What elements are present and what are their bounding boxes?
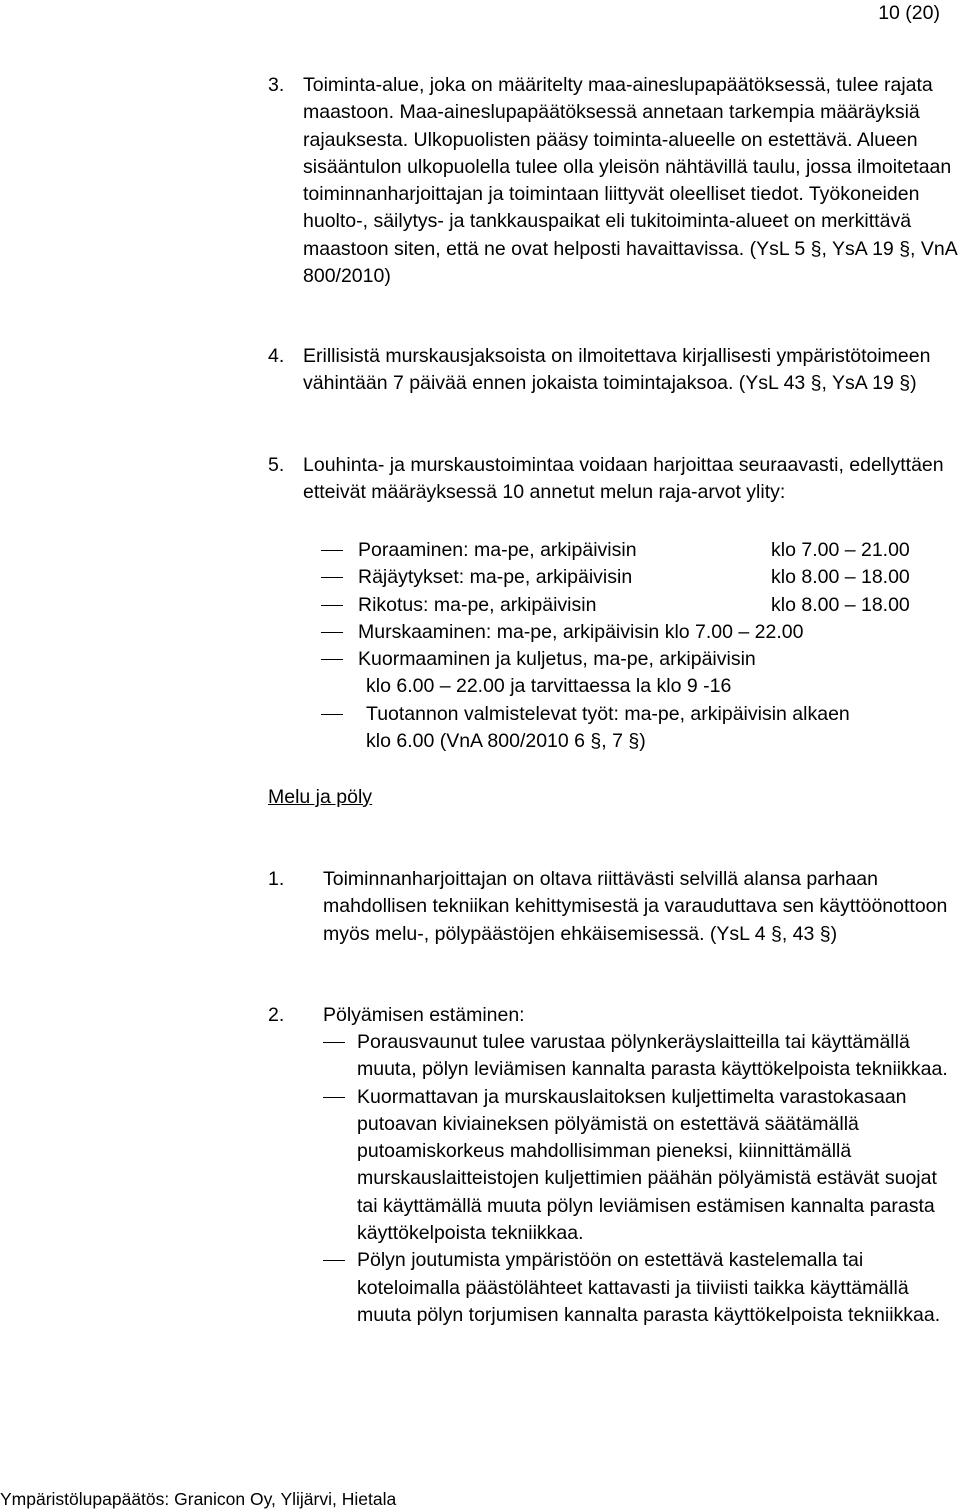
item-number: 4. — [268, 345, 285, 367]
dust-bullet — [323, 1247, 958, 1329]
list-item-4 — [268, 343, 958, 398]
schedule-item — [303, 592, 958, 619]
schedule-time: klo 7.00 – 21.00 — [771, 539, 910, 561]
bullet-text: Kuormattavan ja murskauslaitoksen kuljettimelta varastokasaan putoavan kiviaineksen pölyämistä on estettävä säätämällä putoamiskorkeus mahdollisimman pieneksi, kiinnittämällä murskauslaitteistojen kuljettimien päähän pölyämistä estävät suojat tai käyttämällä muuta pölyn leviämisen estämisen kannalta parasta käyttökelpoista tekniikkaa. — [357, 1085, 937, 1245]
list-item-3 — [268, 72, 958, 290]
schedule-item — [303, 564, 958, 591]
dash-bullet — [321, 714, 343, 715]
schedule-item — [303, 537, 958, 564]
section-heading: Melu ja pöly — [268, 786, 373, 808]
schedule-label: Poraaminen: ma-pe, arkipäivisin — [358, 539, 637, 561]
item-number: 2. — [268, 1004, 285, 1026]
schedule-item — [303, 646, 958, 701]
schedule-time: klo 8.00 – 18.00 — [771, 566, 910, 589]
schedule-item — [303, 701, 958, 756]
dash-bullet — [321, 577, 343, 578]
schedule-time: klo 8.00 – 18.00 — [771, 593, 910, 616]
bullet-text: Pölyn joutumista ympäristöön on estettävä kastelemalla tai koteloimalla päästölähteet kattavasti ja tiiviisti taikka käyttämällä muuta pölyn torjumisen kannalta parasta käyttökelpoista tekniikkaa. — [357, 1249, 941, 1326]
item-text: Erillisistä murskausjaksoista on ilmoitettava kirjallisesti ympäristötoimeen vähintään 7 päivää ennen jokaista toimintajaksoa. (YsL 43 §, YsA 19 §) — [303, 345, 931, 395]
item-text: Louhinta- ja murskaustoimintaa voidaan harjoittaa seuraavasti, edellyttäen etteivät määräyksessä 10 annetut melun raja-arvot ylity: — [303, 454, 944, 504]
list-item-5 — [268, 452, 958, 507]
item-number: 1. — [268, 868, 285, 890]
dash-bullet — [321, 605, 343, 606]
noise-item-1 — [268, 866, 958, 948]
dash-bullet — [321, 659, 343, 660]
schedule-label: Rikotus: ma-pe, arkipäivisin — [358, 593, 597, 616]
schedule-label: Tuotannon valmistelevat työt: ma-pe, arkipäivisin alkaen — [366, 702, 850, 725]
item-text: Pölyämisen estäminen: — [323, 1004, 525, 1026]
schedule-label: Räjäytykset: ma-pe, arkipäivisin — [358, 566, 633, 589]
item-number: 3. — [268, 74, 285, 96]
schedule-item — [303, 619, 958, 646]
schedule-list — [303, 537, 958, 755]
dust-bullet — [323, 1084, 958, 1248]
dash-bullet — [323, 1042, 345, 1043]
dash-bullet — [321, 550, 343, 551]
bullet-text: Porausvaunut tulee varustaa pölynkeräyslaitteilla tai käyttämällä muuta, pölyn leviämisen kannalta parasta käyttökelpoista tekniikkaa. — [357, 1031, 948, 1081]
schedule-time: klo 6.00 – 22.00 ja tarvittaessa la klo 9 -16 — [366, 675, 732, 698]
page-footer: Ympäristölupapäätös: Granicon Oy, Ylijärvi, Hietala — [0, 1489, 397, 1509]
dash-bullet — [323, 1097, 345, 1098]
dash-bullet — [321, 632, 343, 633]
schedule-label: Kuormaaminen ja kuljetus, ma-pe, arkipäivisin — [358, 648, 756, 671]
item-text: Toiminnanharjoittajan on oltava riittävästi selvillä alansa parhaan mahdollisen tekniikan kehittymisestä ja varauduttava sen käyttöönottoon myös melu-, pölypäästöjen ehkäisemisessä. (YsL 4 §, 43 §) — [323, 868, 948, 945]
page-number: 10 (20) — [878, 2, 940, 24]
dust-bullet-list — [323, 1029, 958, 1329]
item-number: 5. — [268, 454, 285, 476]
dash-bullet — [323, 1260, 345, 1261]
dust-bullet — [323, 1029, 958, 1084]
noise-item-2 — [268, 1002, 958, 1029]
schedule-label: Murskaaminen: ma-pe, arkipäivisin klo 7.00 – 22.00 — [358, 620, 804, 643]
item-text: Toiminta-alue, joka on määritelty maa-aineslupapäätöksessä, tulee rajata maastoon. Maa-aineslupapäätöksessä annetaan tarkempia määräyksiä rajauksesta. Ulkopuolisten pääsy toiminta-alueelle on estettävä. Alueen sisääntulon ulkopuolella tulee olla yleisön nähtävillä taulu, jossa ilmoitetaan toiminnanharjoittajan ja toimintaan liittyvät oleelliset tiedot. Työkoneiden huolto-, säilytys- ja tankkauspaikat eli tukitoiminta-alueet on merkittävä maastoon siten, että ne ovat helposti havaittavissa. (YsL 5 §, YsA 19 §, VnA 800/2010) — [303, 74, 957, 288]
schedule-time: klo 6.00 (VnA 800/2010 6 §, 7 §) — [366, 730, 646, 753]
